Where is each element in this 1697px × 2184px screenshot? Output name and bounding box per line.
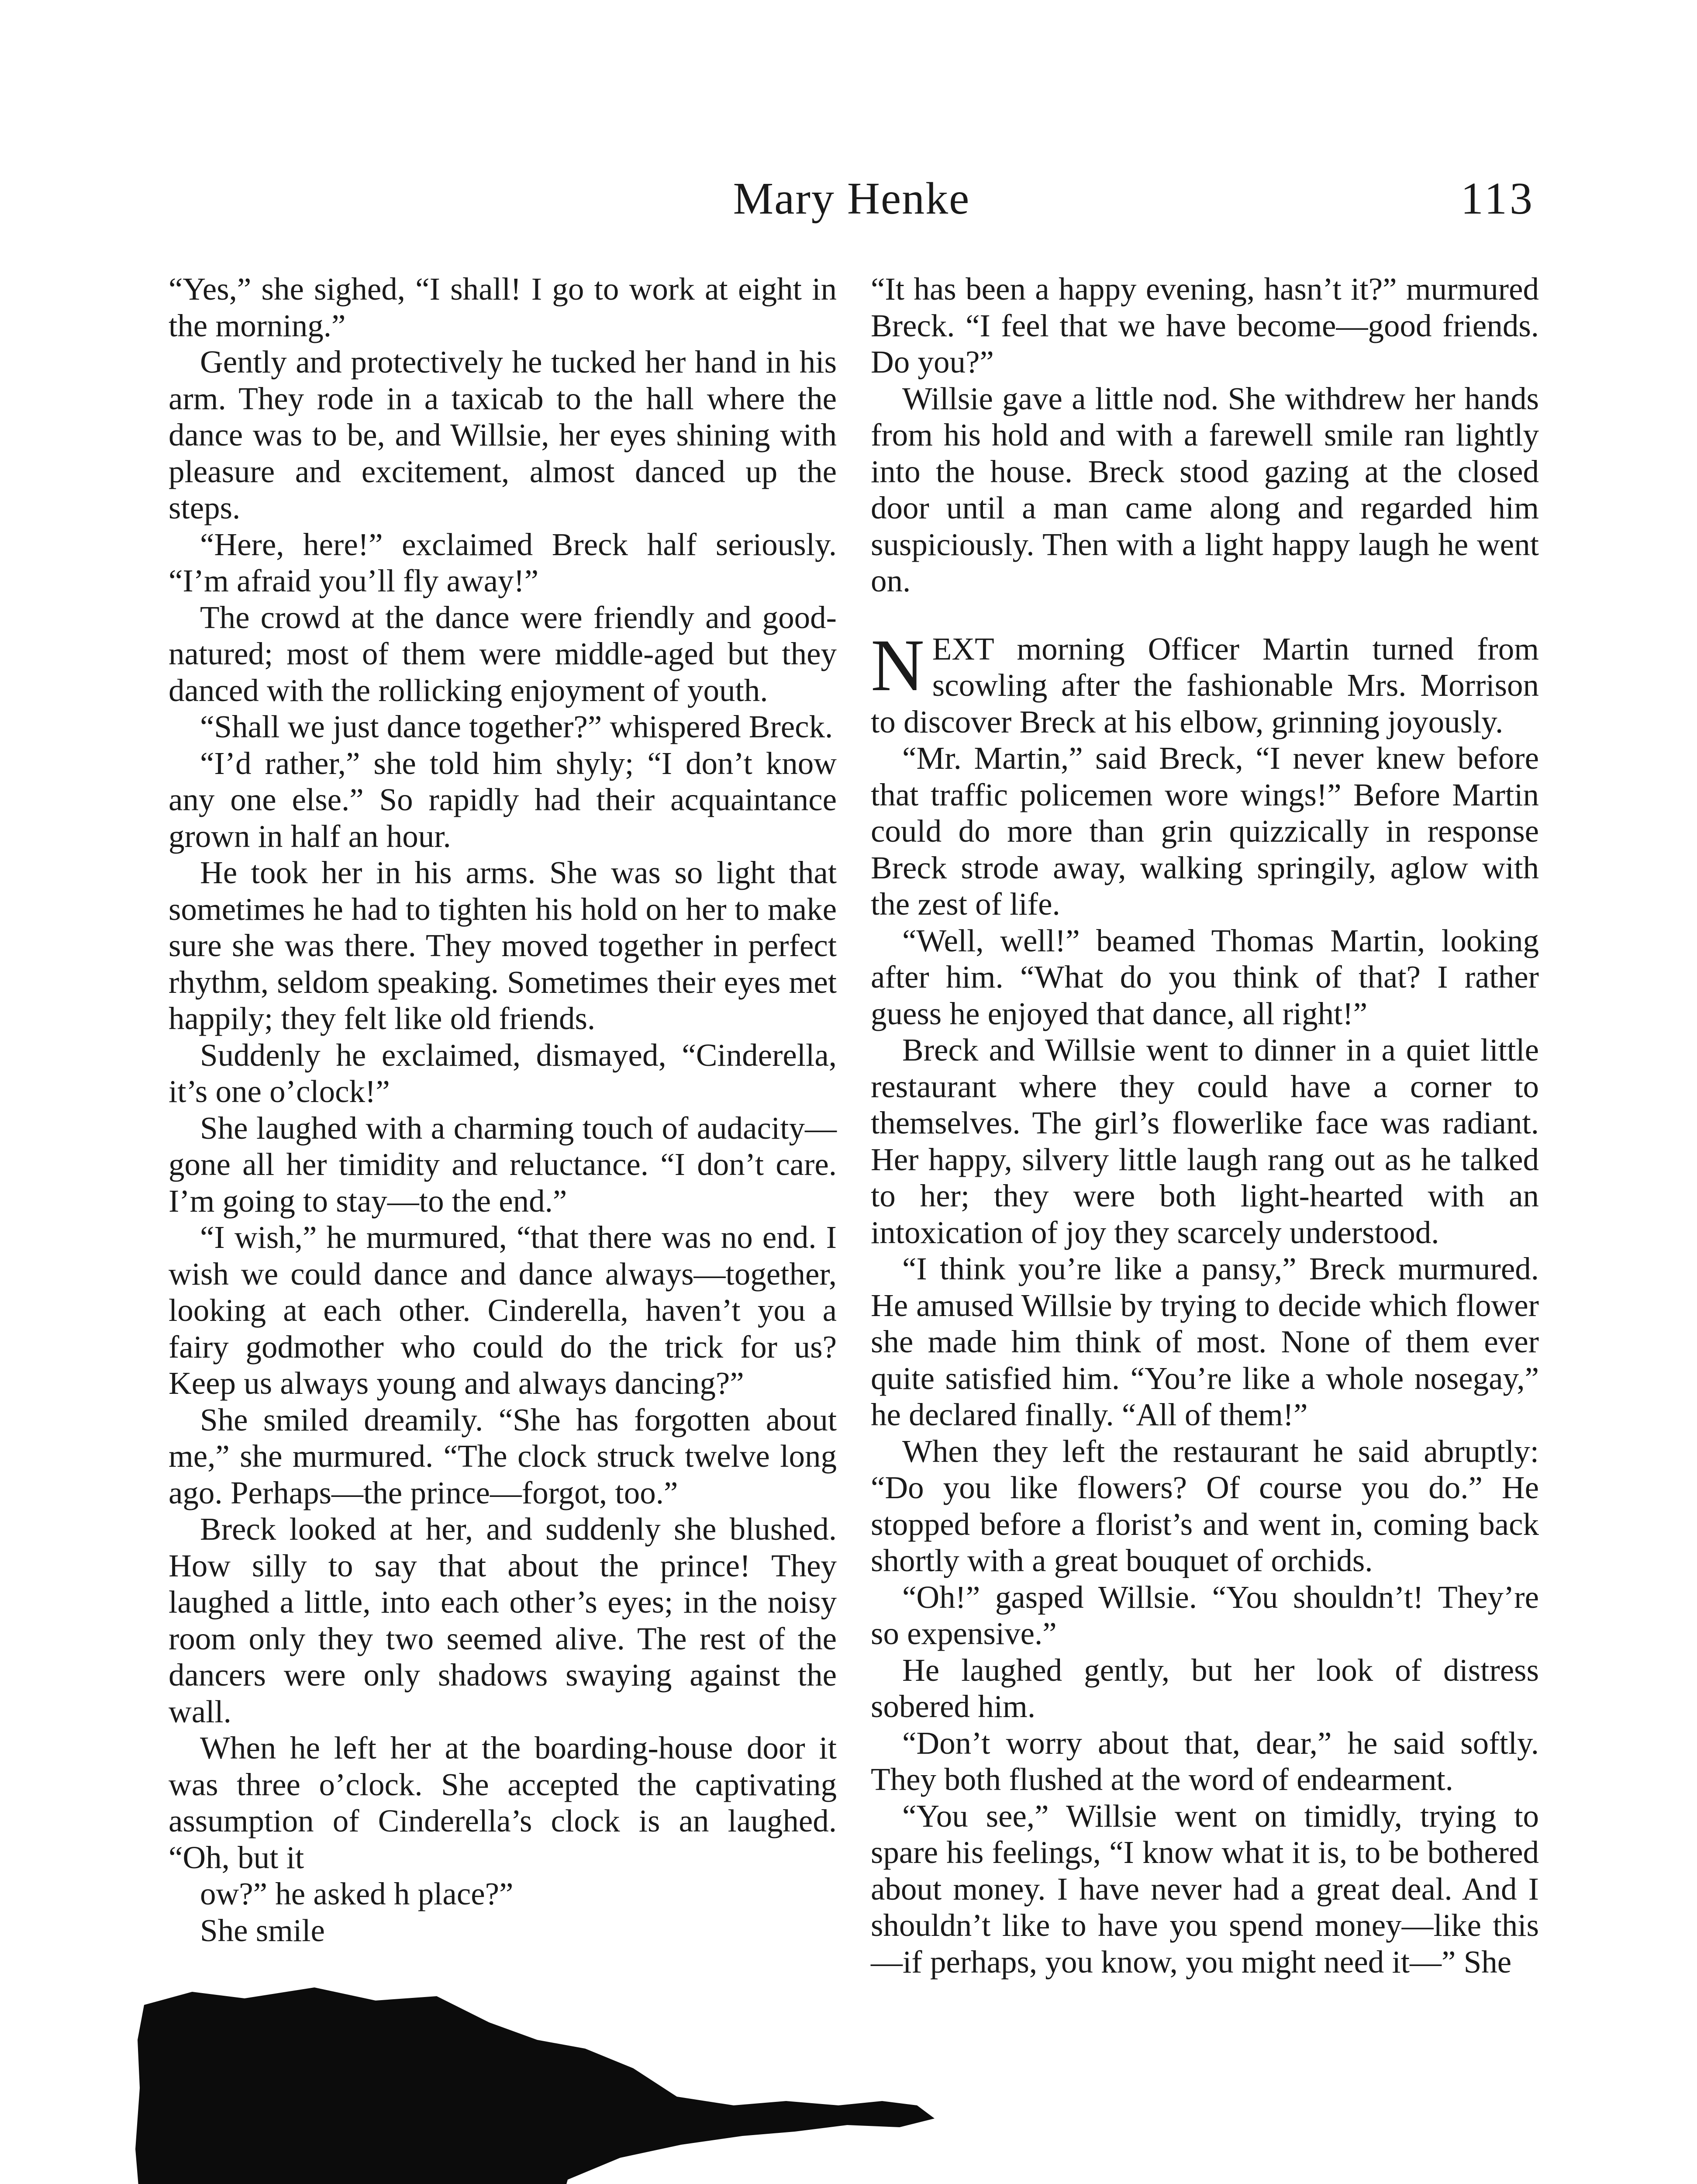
paragraph: “Yes,” she sighed, “I shall! I go to work at eight in the morning.” [169,271,837,343]
paragraph: Willsie gave a little nod. She withdrew her hands from his hold and with a farewell smile ran lightly into the house. Breck stood gazing at the closed door until a man came along and regarded him suspiciously. Then with a light happy laugh he went on. [871,380,1539,598]
paragraph: He took her in his arms. She was so light that sometimes he had to tighten his hold on her to make sure she was there. They moved together in perfect rhythm, seldom speaking. Sometimes their eyes met happily; they felt like old friends. [169,855,837,1036]
paragraph: Suddenly he exclaimed, dismayed, “Cinderella, it’s one o’clock!” [169,1037,837,1109]
paragraph: “Oh!” gasped Willsie. “You shouldn’t! They’re so expensive.” [871,1579,1539,1651]
paragraph: “I think you’re like a pansy,” Breck murmured. He amused Willsie by trying to decide which flower she made him think of most. None of them ever quite satisfied him. “You’re like a whole nosegay,” he declared finally. “All of them!” [871,1251,1539,1432]
paragraph: The crowd at the dance were friendly and good-natured; most of them were middle-aged but they danced with the rollicking enjoyment of youth. [169,599,837,708]
paragraph: “I wish,” he murmured, “that there was no end. I wish we could dance and dance always—together, looking at each other. Cinderella, haven’t you a fairy godmother who could do the trick for us? Keep us always young and always dancing?” [169,1220,837,1401]
drop-cap: N [871,624,924,706]
paragraph: Breck and Willsie went to dinner in a quiet little restaurant where they could have a corner to themselves. The girl’s flowerlike face was radiant. Her happy, silvery little laugh rang out as he talked to her; they were both light-hearted with an intoxication of joy they scarcely understood. [871,1032,1539,1250]
section-opening [871,624,1539,740]
paragraph: “Don’t worry about that, dear,” he said softly. They both flushed at the word of endearment. [871,1725,1539,1797]
paragraph: “It has been a happy evening, hasn’t it?” murmured Breck. “I feel that we have become—good friends. Do you?” [871,271,1539,380]
paragraph: “Here, here!” exclaimed Breck half seriously. “I’m afraid you’ll fly away!” [169,526,837,598]
running-title: Mary Henke [733,173,970,224]
paragraph: Gently and protectively he tucked her hand in his arm. They rode in a taxicab to the hall where the dance was to be, and Willsie, her eyes shining with pleasure and excitement, almost danced up the steps. [169,344,837,525]
paragraph: “Mr. Martin,” said Breck, “I never knew before that traffic policemen wore wings!” Before Martin could do more than grin quizzically in response Breck strode away, walking springily, aglow with the zest of life. [871,740,1539,922]
paragraph: “Shall we just dance together?” whispered Breck. [200,709,833,744]
paragraph: She smiled dreamily. “She has forgotten about me,” she murmured. “The clock struck twelve long ago. Perhaps—the prince—forgot, too.” [169,1402,837,1510]
paragraph: When they left the restaurant he said abruptly: “Do you like flowers? Of course you do.” He stopped before a florist’s and went in, coming back shortly with a great bouquet of orchids. [871,1433,1539,1578]
paragraph: “I’d rather,” she told him shyly; “I don’t know any one else.” So rapidly had their acquaintance grown in half an hour. [169,745,837,854]
page-header [168,173,1535,242]
right-column [871,271,1539,1980]
paragraph: Breck looked at her, and suddenly she blushed. How silly to say that about the prince! They laughed a little, into each other’s eyes; in the noisy room only they two seemed alive. The rest of the dancers were only shadows swaying against the wall. [169,1511,837,1729]
section-first-text: EXT morning Officer Martin turned from scowling after the fashionable Mrs. Morrison to discover Breck at his elbow, grinning joyously. [871,631,1539,740]
paragraph: He laughed gently, but her look of distress sobered him. [871,1652,1539,1724]
page-number: 113 [1460,173,1535,224]
paragraph-fragment: She smile [200,1912,325,1948]
paragraph: When he left her at the boarding-house door it was three o’clock. She accepted the captivating assumption of Cinderella’s clock is an laughed. “Oh, but it [169,1730,837,1875]
left-column [169,271,837,1949]
paragraph-fragment: ow?” he asked h place?” [200,1876,514,1911]
paragraph: She laughed with a charming touch of audacity—gone all her timidity and reluctance. “I don’t care. I’m going to stay—to the end.” [169,1110,837,1219]
torn-paper-damage [131,1974,961,2184]
paragraph: “You see,” Willsie went on timidly, trying to spare his feelings, “I know what it is, to be bothered about money. I have never had a great deal. And I shouldn’t like to have you spend money—like this—if perhaps, you know, you might need it—” She [871,1798,1539,1980]
paragraph: “Well, well!” beamed Thomas Martin, looking after him. “What do you think of that? I rather guess he enjoyed that dance, all right!” [871,923,1539,1031]
